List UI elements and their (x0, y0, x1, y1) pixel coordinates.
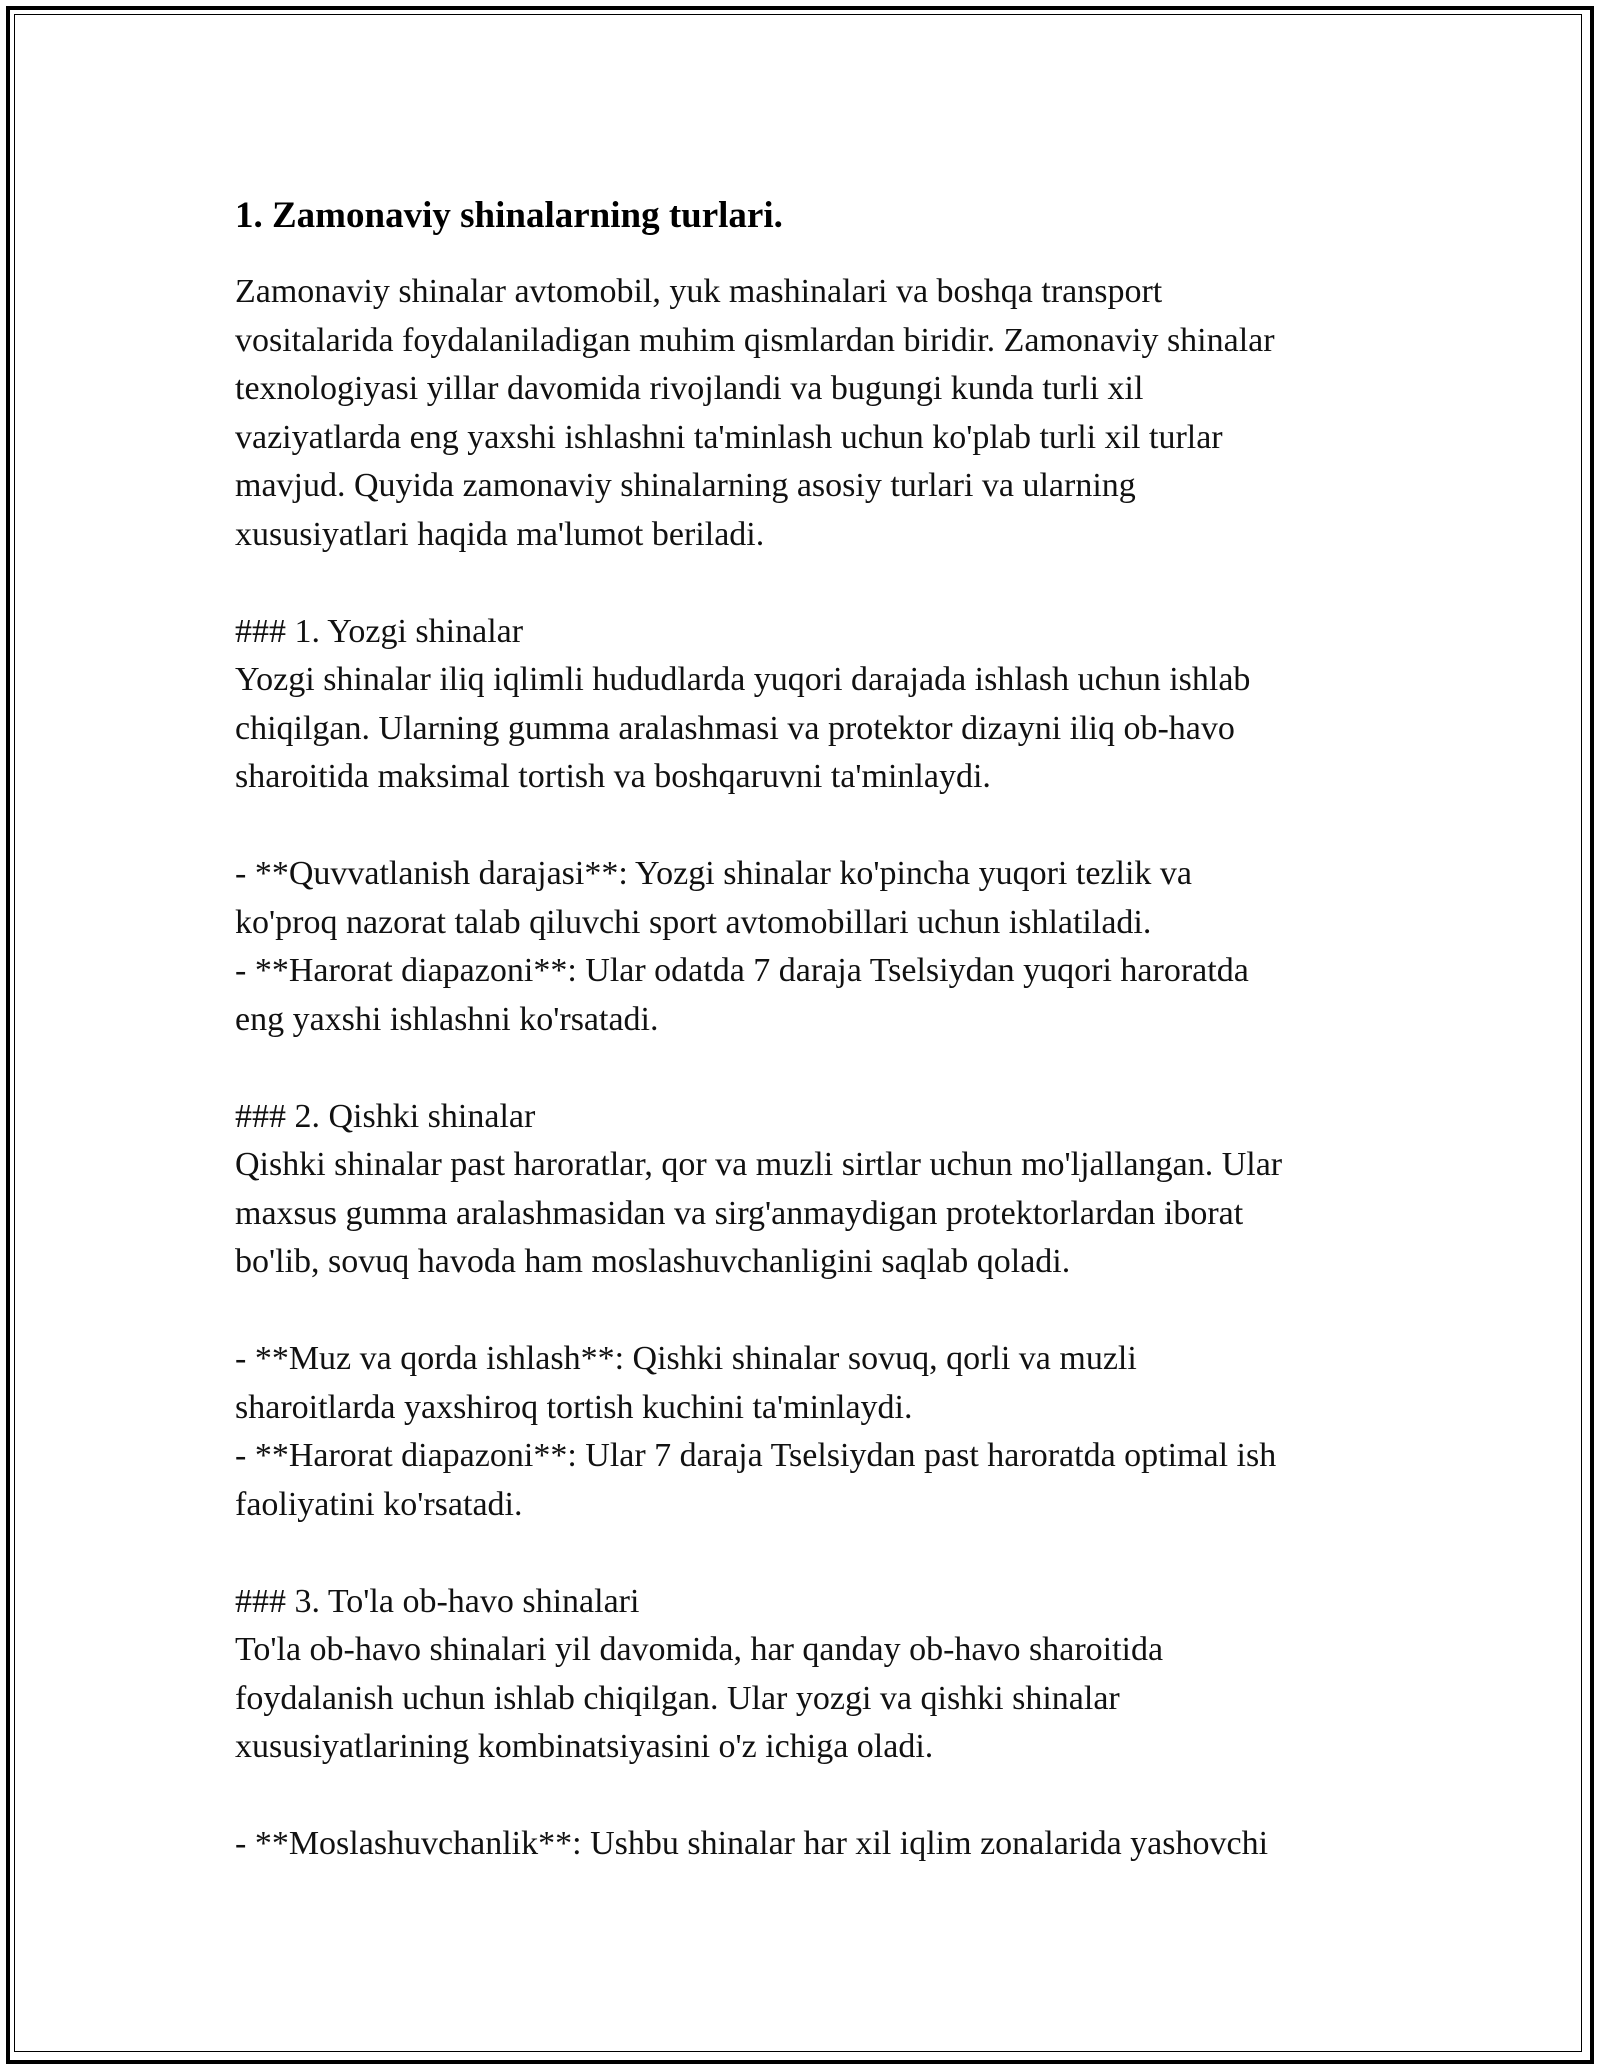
section-heading-line: ### 2. Qishki shinalar (235, 1097, 536, 1135)
blank-line (235, 1772, 1385, 1821)
text-line: vositalarida foydalaniladigan muhim qismlardan biridir. Zamonaviy shinalar (235, 321, 1275, 359)
text-line: Qishki shinalar past haroratlar, qor va muzli sirtlar uchun mo'ljallangan. Ular (235, 1146, 1283, 1183)
document-body (235, 190, 1385, 1869)
bullet-line: - **Moslashuvchanlik**: Ushbu shinalar har xil iqlim zonalarida yashovchi (235, 1825, 1269, 1862)
text-line: Yozgi shinalar iliq iqlimli hududlarda yuqori darajada ishlash uchun ishlab (235, 661, 1251, 698)
text-line: xususiyatlarining kombinatsiyasini o'z ichiga oladi. (235, 1728, 934, 1765)
text-line: texnologiyasi yillar davomida rivojlandi va bugungi kunda turli xil (235, 370, 1144, 407)
text-line: faoliyatini ko'rsatadi. (235, 1485, 523, 1523)
text-line: vaziyatlarda eng yaxshi ishlashni ta'minlash uchun ko'plab turli xil turlar (235, 418, 1223, 456)
bullet-line: - **Muz va qorda ishlash**: Qishki shinalar sovuq, qorli va muzli (235, 1340, 1137, 1377)
blank-line (235, 559, 1385, 608)
text-line: To'la ob-havo shinalari yil davomida, har qanday ob-havo sharoitida (235, 1631, 1164, 1668)
text-line: mavjud. Quyida zamonaviy shinalarning asosiy turlari va ularning (235, 467, 1136, 504)
section-heading-line: ### 1. Yozgi shinalar (235, 612, 524, 650)
document-title: 1. Zamonaviy shinalarning turlari. (235, 195, 783, 236)
text-line: maxsus gumma aralashmasidan va sirg'anmaydigan protektorlardan iborat (235, 1194, 1244, 1232)
text-line: sharoitida maksimal tortish va boshqaruvni ta'minlaydi. (235, 758, 991, 795)
bullet-line: - **Harorat diapazoni**: Ular 7 daraja Tselsiydan past haroratda optimal ish (235, 1437, 1277, 1474)
bullet-line: - **Harorat diapazoni**: Ular odatda 7 daraja Tselsiydan yuqori haroratda (235, 952, 1249, 989)
text-line: chiqilgan. Ularning gumma aralashmasi va protektor dizayni iliq ob-havo (235, 709, 1235, 747)
text-line: foydalanish uchun ishlab chiqilgan. Ular yozgi va qishki shinalar (235, 1679, 1120, 1717)
text-line: eng yaxshi ishlashni ko'rsatadi. (235, 1000, 659, 1038)
section-heading-line: ### 3. To'la ob-havo shinalari (235, 1582, 640, 1620)
blank-line (235, 1529, 1385, 1578)
text-line: Zamonaviy shinalar avtomobil, yuk mashinalari va boshqa transport (235, 273, 1163, 310)
bullet-line: - **Quvvatlanish darajasi**: Yozgi shinalar ko'pincha yuqori tezlik va (235, 855, 1192, 892)
text-line: bo'lib, sovuq havoda ham moslashuvchanligini saqlab qoladi. (235, 1243, 1071, 1280)
blank-line (235, 802, 1385, 851)
document-text (235, 268, 1385, 1869)
blank-line (235, 1044, 1385, 1093)
text-line: sharoitlarda yaxshiroq tortish kuchini ta'minlaydi. (235, 1388, 913, 1426)
text-line: xususiyatlari haqida ma'lumot beriladi. (235, 515, 765, 553)
blank-line (235, 1287, 1385, 1336)
text-line: ko'proq nazorat talab qiluvchi sport avtomobillari uchun ishlatiladi. (235, 903, 1152, 941)
